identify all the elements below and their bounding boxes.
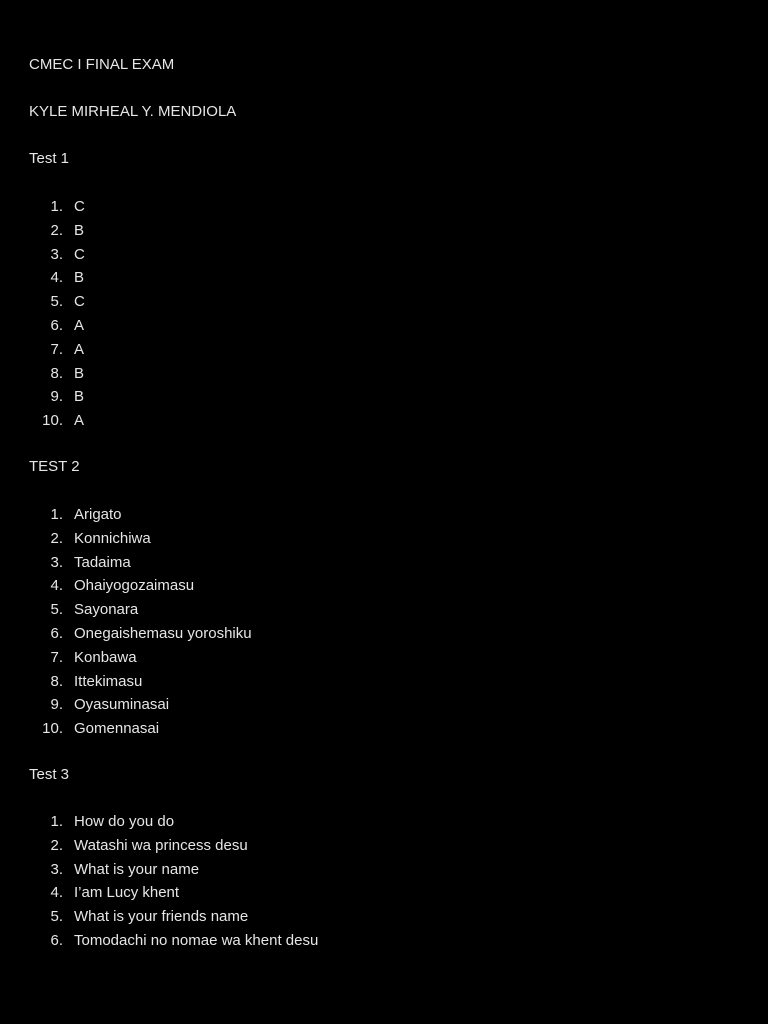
list-item-answer: Ittekimasu xyxy=(74,672,143,690)
section-heading-test-1: Test 1 xyxy=(29,150,70,167)
list-item-number: 4. xyxy=(50,884,63,902)
list-item-answer: B xyxy=(74,269,85,287)
list-item-number: 1. xyxy=(50,198,63,215)
document-title: CMEC I FINAL EXAM xyxy=(29,56,175,73)
list-item-answer: Konbawa xyxy=(74,648,137,666)
list-item-number: 5. xyxy=(50,908,63,926)
list-item-answer: A xyxy=(74,340,85,358)
list-item-answer: Ohaiyogozaimasu xyxy=(74,577,195,595)
list-item-answer: Konnichiwa xyxy=(74,529,151,547)
list-item-answer: C xyxy=(74,245,85,263)
list-item-answer: B xyxy=(74,221,85,239)
list-item-number: 3. xyxy=(50,553,63,571)
list-item-number: 2. xyxy=(50,529,63,547)
list-item-answer: Tomodachi no nomae wa khent desu xyxy=(74,931,319,949)
list-item-number: 9. xyxy=(50,696,63,714)
list-item-number: 8. xyxy=(50,672,63,690)
list-item-number: 6. xyxy=(50,316,63,334)
list-item-number: 5. xyxy=(50,293,63,311)
list-item-number: 7. xyxy=(50,340,63,358)
list-item-answer: C xyxy=(74,293,85,311)
list-item-answer: B xyxy=(74,364,85,382)
list-item-answer: I’am Lucy khent xyxy=(74,884,180,902)
list-item-answer: A xyxy=(74,412,85,430)
list-item-number: 4. xyxy=(50,269,63,287)
list-item-number: 5. xyxy=(50,601,63,619)
list-item-number: 1. xyxy=(50,813,63,830)
list-item-number: 2. xyxy=(50,221,63,239)
list-item-number: 3. xyxy=(50,245,63,263)
list-item-number: 8. xyxy=(50,364,63,382)
list-item-answer: Tadaima xyxy=(74,553,131,571)
list-item-answer: How do you do xyxy=(74,813,175,830)
list-item-number: 10. xyxy=(42,720,63,738)
list-item-number: 1. xyxy=(50,506,63,523)
list-item-answer: Watashi wa princess desu xyxy=(74,836,248,854)
list-item-number: 10. xyxy=(42,412,63,430)
list-item-number: 6. xyxy=(50,931,63,949)
section-heading-test-3: Test 3 xyxy=(29,766,70,783)
list-item-answer: What is your name xyxy=(74,860,200,878)
list-item-answer: Gomennasai xyxy=(74,720,160,738)
list-item-number: 6. xyxy=(50,624,63,642)
list-item-answer: Sayonara xyxy=(74,601,139,619)
list-item-answer: C xyxy=(74,198,85,215)
list-item-number: 3. xyxy=(50,860,63,878)
list-item-answer: Arigato xyxy=(74,506,122,523)
section-heading-test-2: TEST 2 xyxy=(29,458,80,475)
list-item-answer: What is your friends name xyxy=(74,908,249,926)
list-item-answer: Onegaishemasu yoroshiku xyxy=(74,624,252,642)
list-item-number: 4. xyxy=(50,577,63,595)
list-item-answer: A xyxy=(74,316,85,334)
list-item-number: 7. xyxy=(50,648,63,666)
list-item-answer: B xyxy=(74,388,85,406)
list-item-number: 2. xyxy=(50,836,63,854)
student-name: KYLE MIRHEAL Y. MENDIOLA xyxy=(29,103,237,120)
list-item-answer: Oyasuminasai xyxy=(74,696,170,714)
list-item-number: 9. xyxy=(50,388,63,406)
